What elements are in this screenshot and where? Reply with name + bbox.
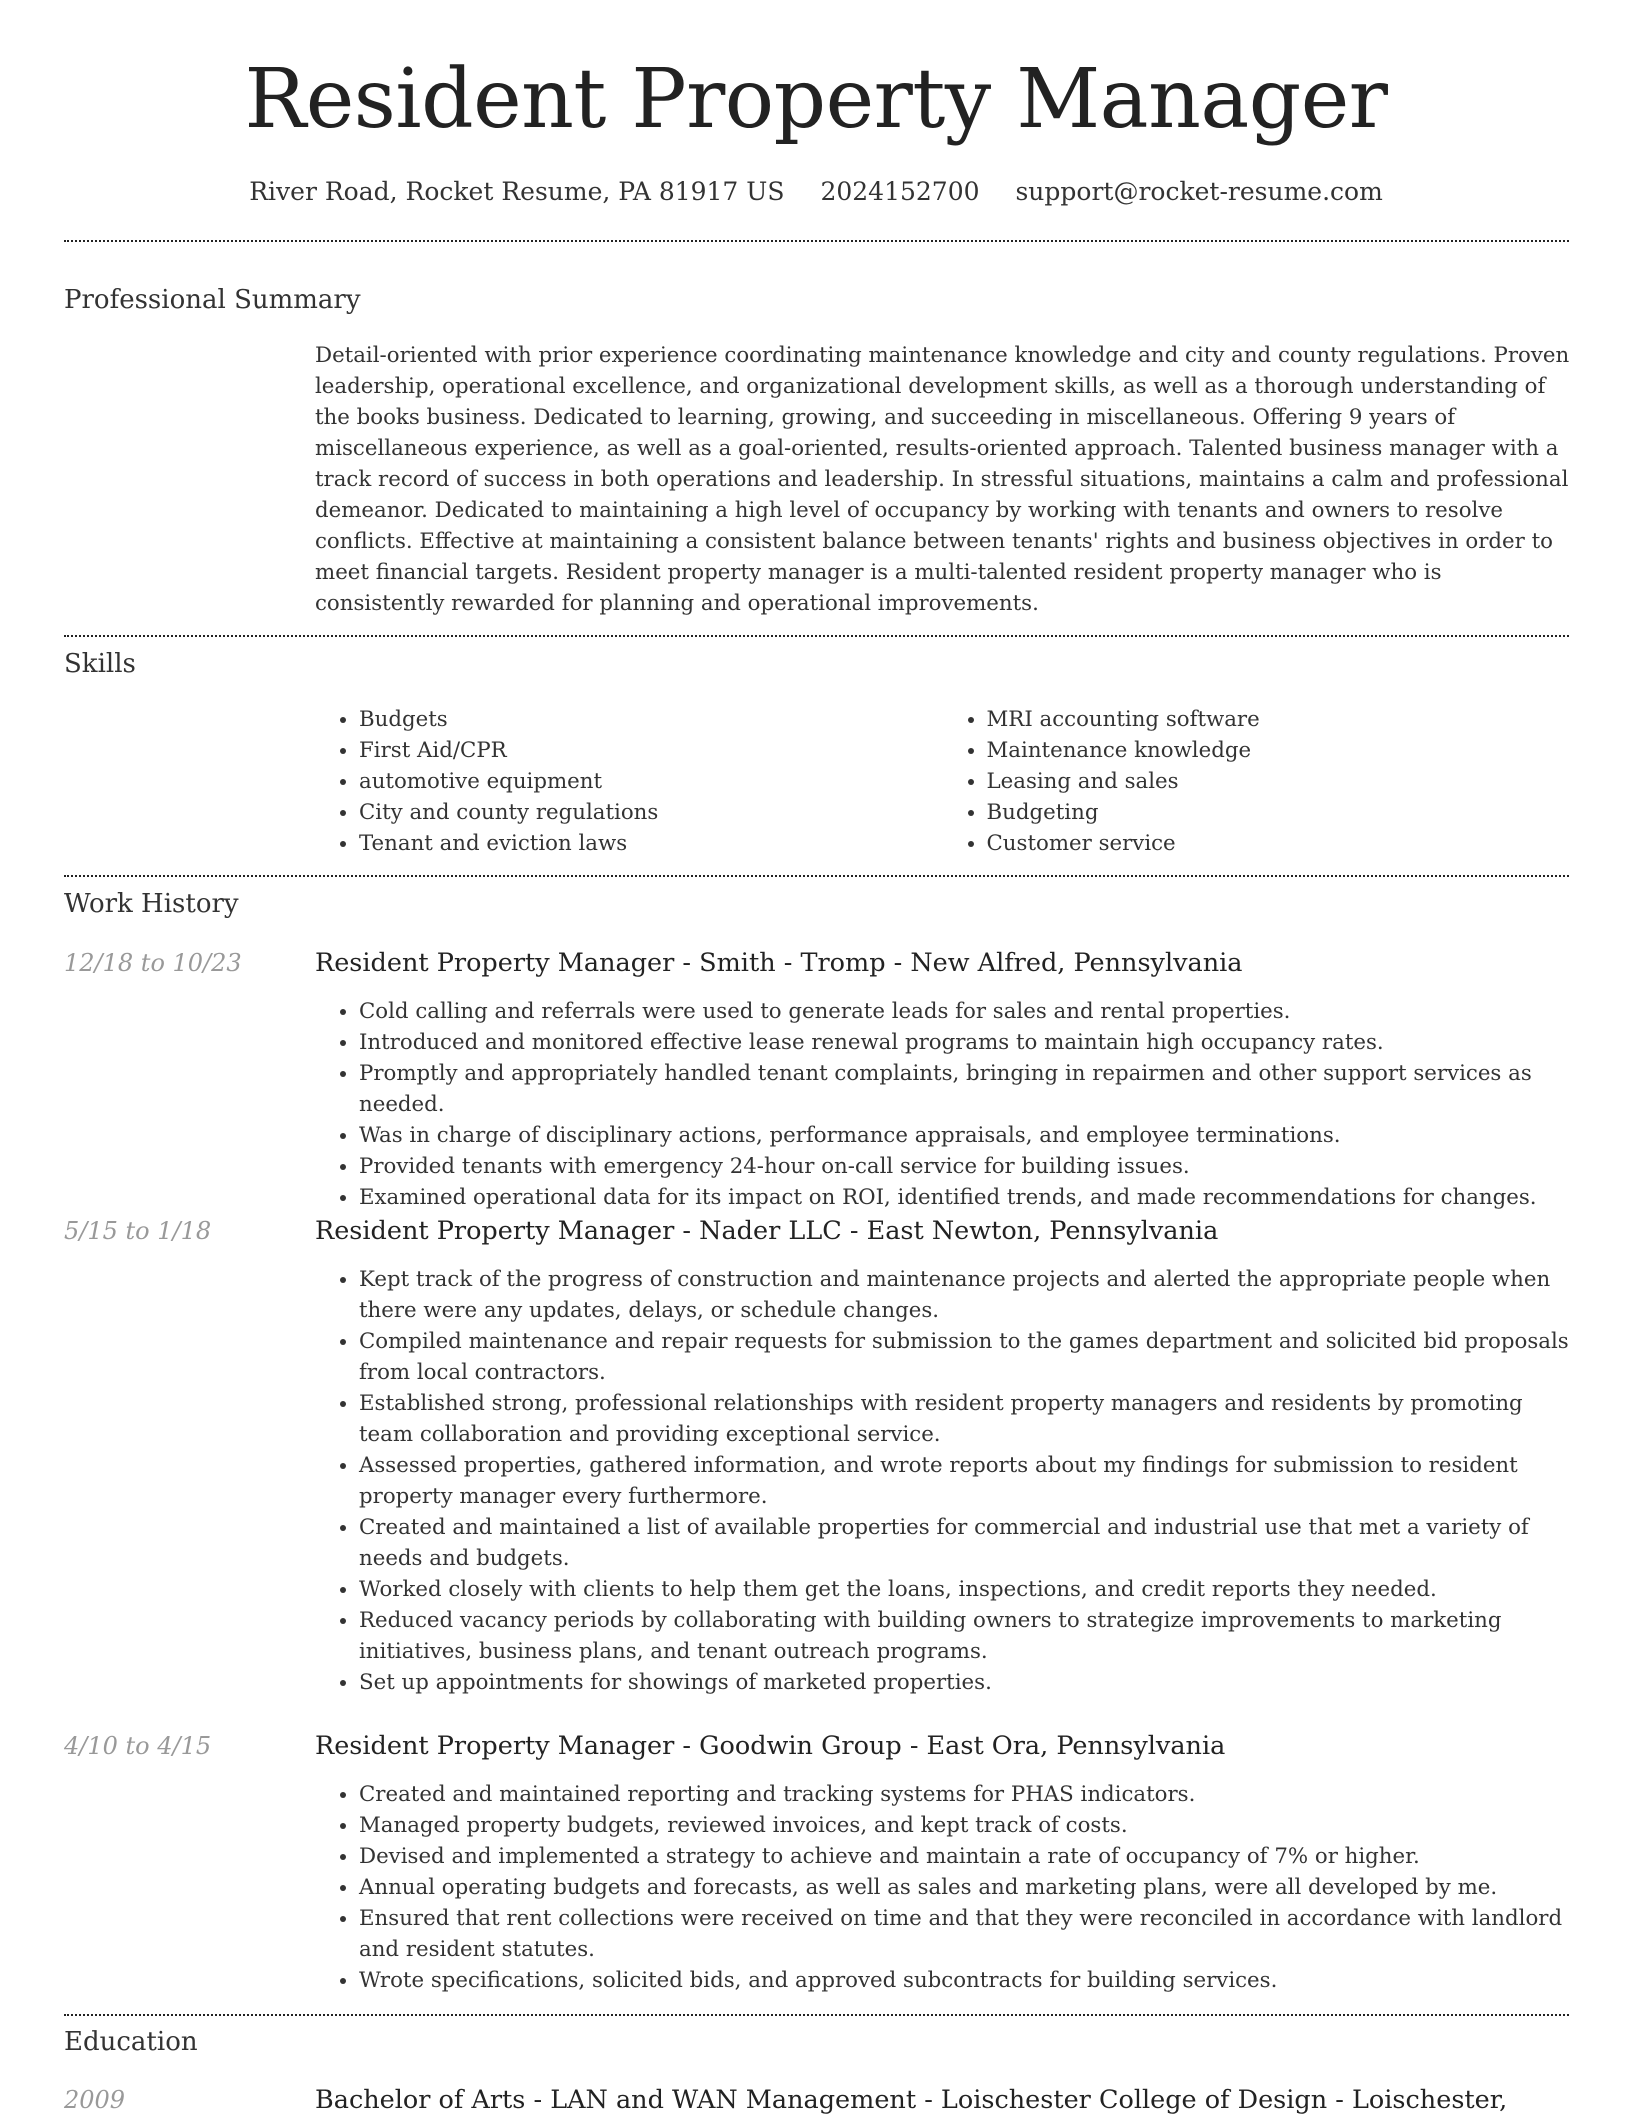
job-duty-item: • Promptly and appropriately handled tenant complaints, bringing in repairmen and other support services as needed.: [359, 1058, 1570, 1120]
job-duty-item: • Annual operating budgets and forecasts, as well as sales and marketing plans, were all developed by me.: [359, 1872, 1570, 1903]
job-duty-item: • Was in charge of disciplinary actions, performance appraisals, and employee terminations.: [359, 1120, 1570, 1151]
job-duties: [315, 1779, 1570, 1996]
resume-header: [0, 0, 1632, 208]
job-duty-item: • Reduced vacancy periods by collaborating with building owners to strategize improvements to marketing initiatives, business plans, and tenant outreach programs.: [359, 1605, 1570, 1667]
job-duty-item: • Examined operational data for its impact on ROI, identified trends, and made recommendations for changes.: [359, 1182, 1570, 1213]
skills-heading: Skills: [64, 649, 136, 679]
work-heading: Work History: [64, 889, 239, 919]
skills-column-left: [315, 704, 943, 859]
skill-item: • Budgeting: [987, 797, 1571, 828]
skill-item: • Budgets: [359, 704, 943, 735]
skill-item: • MRI accounting software: [987, 704, 1571, 735]
job-duties: [315, 996, 1570, 1213]
job-dates: 12/18 to 10/23: [64, 949, 242, 977]
contact-email: support@rocket-resume.com: [1015, 177, 1383, 206]
job-duty-item: • Worked closely with clients to help them get the loans, inspections, and credit reports they needed.: [359, 1574, 1570, 1605]
skill-item: • First Aid/CPR: [359, 735, 943, 766]
job-duties: [315, 1264, 1570, 1698]
job-duty-item: • Kept track of the progress of construction and maintenance projects and alerted the appropriate people when there were any updates, delays, or schedule changes.: [359, 1264, 1570, 1326]
job-duty-item: • Ensured that rent collections were received on time and that they were reconciled in accordance with landlord and resident statutes.: [359, 1903, 1570, 1965]
summary-text: Detail-oriented with prior experience coordinating maintenance knowledge and city and county regulations. Proven leadership, operational excellence, and organizational development skills, as well as a thorough understanding of the books business. Dedicated to learning, growing, and succeeding in miscellaneous. Offering 9 years of miscellaneous experience, as well as a goal-oriented, results-oriented approach. Talented business manager with a track record of success in both operations and leadership. In stressful situations, maintains a calm and professional demeanor. Dedicated to maintaining a high level of occupancy by working with tenants and owners to resolve conflicts. Effective at maintaining a consistent balance between tenants' rights and business objectives in order to meet financial targets. Resident property manager is a multi-talented resident property manager who is consistently rewarded for planning and operational improvements.: [315, 343, 1570, 616]
summary-heading: Professional Summary: [64, 285, 361, 315]
job-duty-item: • Assessed properties, gathered information, and wrote reports about my findings for submission to resident property manager every furthermore.: [359, 1450, 1570, 1512]
skill-item: • automotive equipment: [359, 766, 943, 797]
job-title: Resident Property Manager - Nader LLC - East Newton, Pennsylvania: [315, 1216, 1219, 1246]
contact-address: River Road, Rocket Resume, PA 81917 US: [249, 177, 785, 206]
job-duty-item: • Wrote specifications, solicited bids, and approved subcontracts for building services.: [359, 1965, 1570, 1996]
section-divider: [64, 875, 1569, 877]
job-duty-item: • Introduced and monitored effective lease renewal programs to maintain high occupancy rates.: [359, 1027, 1570, 1058]
job-duty-item: • Cold calling and referrals were used to generate leads for sales and rental properties.: [359, 996, 1570, 1027]
education-heading: Education: [64, 2027, 198, 2057]
skill-item: • Tenant and eviction laws: [359, 828, 943, 859]
contact-line: [0, 176, 1632, 208]
skills-list: [315, 704, 1570, 859]
section-divider: [64, 635, 1569, 637]
skill-item: • Customer service: [987, 828, 1571, 859]
job-duty-item: • Compiled maintenance and repair requests for submission to the games department and solicited bid proposals from local contractors.: [359, 1326, 1570, 1388]
skill-item: • City and county regulations: [359, 797, 943, 828]
job-dates: 4/10 to 4/15: [64, 1732, 212, 1760]
job-duty-item: • Established strong, professional relationships with resident property managers and residents by promoting team collaboration and providing exceptional service.: [359, 1388, 1570, 1450]
contact-phone: 2024152700: [820, 177, 980, 206]
skill-item: • Maintenance knowledge: [987, 735, 1571, 766]
job-duty-item: • Devised and implemented a strategy to achieve and maintain a rate of occupancy of 7% or higher.: [359, 1841, 1570, 1872]
skill-item: • Leasing and sales: [987, 766, 1571, 797]
section-divider: [64, 2014, 1569, 2016]
job-duty-item: • Created and maintained a list of available properties for commercial and industrial use that met a variety of needs and budgets.: [359, 1512, 1570, 1574]
job-duty-item: • Managed property budgets, reviewed invoices, and kept track of costs.: [359, 1810, 1570, 1841]
job-duty-item: • Set up appointments for showings of marketed properties.: [359, 1667, 1570, 1698]
job-duty-item: • Provided tenants with emergency 24-hour on-call service for building issues.: [359, 1151, 1570, 1182]
section-divider: [64, 240, 1569, 242]
job-title: Resident Property Manager - Goodwin Group - East Ora, Pennsylvania: [315, 1731, 1226, 1761]
job-duty-item: • Created and maintained reporting and tracking systems for PHAS indicators.: [359, 1779, 1570, 1810]
job-title: Resident Property Manager - Smith - Tromp - New Alfred, Pennsylvania: [315, 948, 1243, 978]
job-dates: 5/15 to 1/18: [64, 1217, 212, 1245]
candidate-name: Resident Property Manager: [244, 52, 1388, 147]
education-year: 2009: [64, 2086, 126, 2114]
education-degree: Bachelor of Arts - LAN and WAN Management - Loischester College of Design - Loischester,: [315, 2085, 1508, 2115]
skills-column-right: [943, 704, 1571, 859]
